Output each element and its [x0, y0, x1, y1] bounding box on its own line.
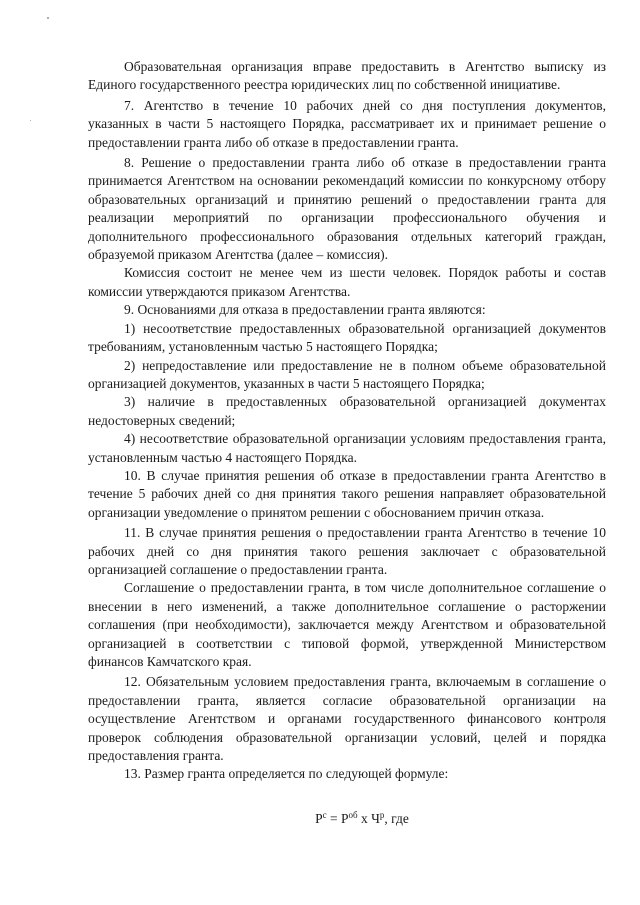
grant-formula [88, 810, 606, 828]
paragraph: 8. Решение о предоставлении гранта либо об отказе в предоставлении гранта принимается Агентством на основании рекомендаций комиссии по конкурсному отбору образовательных организаций и принятию решений о предоставлении гранта для реализации мероприятий по организации профессионального обучения и дополнительного профессионального образования отдельных категорий граждан, образуемой приказом Агентства (далее – комиссия). [88, 155, 606, 263]
paragraph: 7. Агентство в течение 10 рабочих дней со дня поступления документов, указанных в части 5 настоящего Порядка, рассматривает их и принимает решение о предоставлении гранта либо об отказе в предоставлении гранта. [88, 97, 606, 150]
paragraph: Комиссия состоит не менее чем из шести человек. Порядок работы и состав комиссии утверждаются приказом Агентства. [88, 265, 606, 299]
scan-speck [30, 120, 31, 121]
paragraph: 9. Основаниями для отказа в предоставлении гранта являются: [124, 302, 486, 318]
document-page [88, 58, 606, 828]
paragraph: 11. В случае принятия решения о предоставлении гранта Агентство в течение 10 рабочих дней со дня принятия такого решения заключает с образовательной организацией соглашение о предоставлении гранта. [88, 525, 606, 577]
list-item: 4) несоответствие образовательной организации условиям предоставления гранта, установленным частью 4 настоящего Порядка. [88, 431, 606, 465]
list-item: 2) непредоставление или предоставление не в полном объеме образовательной организацией документов, указанных в части 5 настоящего Порядка; [88, 357, 606, 391]
formula-term-2-sup: р [379, 809, 385, 820]
formula-lhs: Р [315, 810, 323, 826]
formula-tail: , где [384, 810, 409, 826]
paragraph: 12. Обязательным условием предоставления гранта, включаемым в соглашение о предоставлении гранта, является согласие образовательной организации на осуществление Агентством и органами государственного финансового контроля проверок соблюдения образовательной организации условий, целей и порядка предоставления гранта. [88, 674, 606, 764]
formula-term-2: Ч [371, 810, 380, 826]
paragraph: Образовательная организация вправе предоставить в Агентство выписку из Единого государственного реестра юридических лиц по собственной инициативе. [88, 59, 606, 93]
formula-times: х [357, 810, 372, 826]
formula-term-1-sup: об [348, 809, 358, 820]
formula-lhs-sup: с [322, 809, 327, 820]
list-item: 1) несоответствие предоставленных образовательной организацией документов требованиям, установленным частью 5 настоящего Порядка; [88, 320, 606, 355]
paragraph: 13. Размер гранта определяется по следующей формуле: [124, 766, 449, 782]
list-item: 3) наличие в предоставленных образовательной организацией документах недостоверных сведений; [88, 394, 606, 428]
formula-equals: = [326, 810, 341, 826]
paragraph: 10. В случае принятия решения об отказе в предоставлении гранта Агентство в течение 5 рабочих дней со дня принятия такого решения направляет образовательной организации уведомление о принятом решении с обоснованием причин отказа. [88, 467, 606, 520]
formula-term-1: Р [341, 810, 349, 826]
paragraph: Соглашение о предоставлении гранта, в том числе дополнительное соглашение о внесении в него изменений, а также дополнительное соглашение о расторжении соглашения (при необходимости), заключается между Агентством и образовательной организацией в соответствии с типовой формой, утвержденной Министерством финансов Камчатского края. [88, 580, 606, 669]
scan-speck [47, 17, 49, 19]
